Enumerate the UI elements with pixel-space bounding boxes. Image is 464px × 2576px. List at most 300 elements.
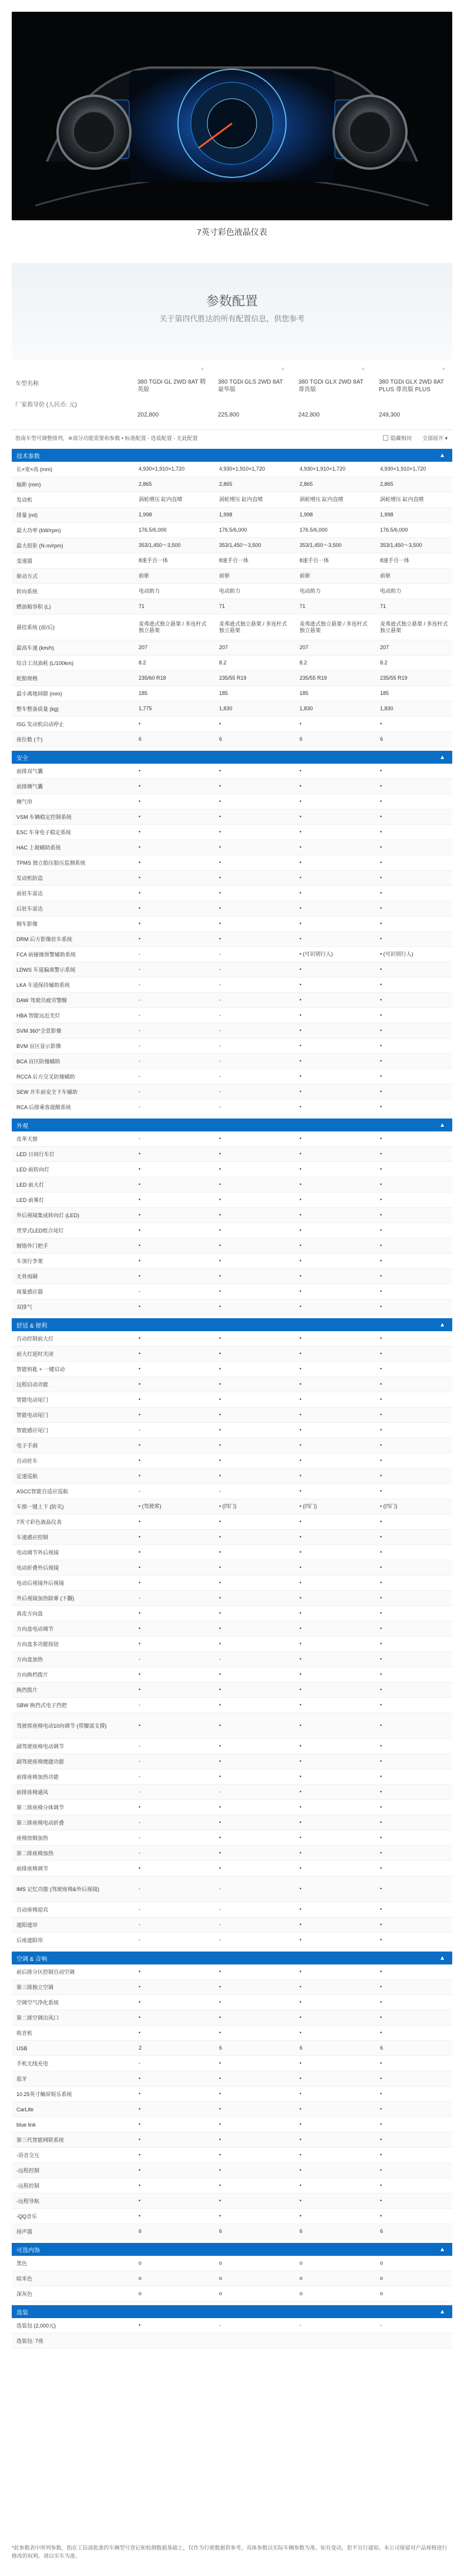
spec-value: • — [300, 1058, 302, 1064]
spec-value: • — [380, 2060, 382, 2066]
spec-value: • — [219, 814, 221, 820]
spec-value: 2,865 — [219, 481, 233, 487]
spec-row — [12, 1084, 452, 1100]
show-all-button[interactable] — [422, 434, 448, 442]
spec-row — [12, 1682, 452, 1698]
spec-value: 前驱 — [380, 573, 391, 579]
spec-value: • — [380, 1366, 382, 1372]
spec-row — [12, 2163, 452, 2178]
spec-value: - — [139, 1850, 140, 1856]
hide-same-toggle[interactable] — [383, 434, 412, 442]
spec-label: 选装包 (2,000元) — [16, 2323, 56, 2329]
spec-value: • — [300, 1089, 302, 1094]
spec-value: 6 — [300, 2228, 303, 2234]
spec-label: 侧气帘 — [16, 799, 33, 805]
spec-value: • — [139, 1197, 141, 1203]
spec-value: - — [139, 1488, 140, 1494]
spec-value: • — [300, 2167, 302, 2173]
spec-row — [12, 1652, 452, 1667]
chevron-up-icon[interactable]: ▲ — [439, 2246, 445, 2253]
close-icon[interactable]: × — [442, 366, 445, 372]
spec-label: ESC 车身电子稳定系统 — [16, 829, 72, 835]
spec-label: 遮阳遮帘 — [16, 1922, 38, 1928]
spec-value: • — [300, 1865, 302, 1871]
section-body — [12, 1964, 452, 2239]
spec-value: • — [300, 1702, 302, 1708]
spec-value: 6 — [380, 2045, 384, 2051]
spec-value: 353/1,450～3,500 — [139, 542, 181, 548]
spec-value: • — [139, 1564, 141, 1570]
spec-row — [12, 1995, 452, 2010]
spec-value: • — [380, 1166, 382, 1172]
spec-row — [12, 2209, 452, 2224]
spec-label: 副驾驶座椅便捷功能 — [16, 1759, 65, 1765]
spec-value: • (驾驶席) — [139, 1503, 162, 1509]
spec-row — [12, 2286, 452, 2302]
spec-row — [12, 1754, 452, 1769]
spec-value: • — [380, 2137, 382, 2142]
spec-value: • — [139, 798, 141, 804]
spec-row — [12, 1100, 452, 1115]
spec-value: • — [139, 2014, 141, 2020]
spec-row — [12, 810, 452, 825]
spec-value: - — [139, 1043, 140, 1049]
spec-value: o — [380, 2260, 384, 2266]
spec-value: 麦弗逊式独立悬架 / 多连杆式独立悬架 — [380, 620, 448, 633]
spec-value: • — [300, 1906, 302, 1912]
spec-label: 7英寸彩色液晶仪表 — [16, 1519, 62, 1525]
spec-value: • — [380, 859, 382, 865]
spec-value: - — [300, 2322, 301, 2328]
spec-label: 后驻车雷达 — [16, 906, 43, 912]
spec-value: • — [300, 1396, 302, 1402]
spec-row — [12, 1861, 452, 1876]
checkbox-icon[interactable] — [383, 435, 388, 441]
section-header[interactable] — [12, 1119, 452, 1131]
spec-label: 电子手刹 — [16, 1443, 38, 1449]
spec-label: 发动机防盗 — [16, 875, 43, 881]
spec-value: - — [219, 1789, 221, 1795]
spec-value: • — [380, 1442, 382, 1448]
spec-value: • — [300, 1104, 302, 1110]
spec-label: 排量 (ml) — [16, 512, 38, 518]
spec-value: • — [300, 783, 302, 789]
spec-value: • — [380, 2198, 382, 2204]
spec-value: • — [219, 921, 221, 926]
spec-value: • — [300, 1922, 302, 1927]
spec-value: • — [380, 875, 382, 881]
spec-row — [12, 1193, 452, 1208]
chevron-up-icon[interactable]: ▲ — [439, 2308, 445, 2315]
spec-value: - — [219, 1488, 221, 1494]
spec-label: 定速巡航 — [16, 1473, 38, 1479]
spec-value: • — [219, 1625, 221, 1631]
spec-value: • — [139, 768, 141, 774]
spec-value: 8速手自一体 — [139, 557, 169, 563]
spec-row — [12, 1023, 452, 1039]
spec-label: SBW 换挡式电子挡把 — [16, 1702, 68, 1708]
spec-row — [12, 1499, 452, 1514]
spec-value: • — [219, 1702, 221, 1708]
spec-value: • — [219, 1473, 221, 1479]
spec-value: • — [300, 2121, 302, 2127]
spec-value: • — [380, 1242, 382, 1248]
spec-value: • — [219, 1258, 221, 1264]
spec-label: 副驾驶座椅电动调节 — [16, 1744, 65, 1749]
spec-value: • — [380, 1886, 382, 1892]
model-col-2[interactable] — [210, 361, 290, 429]
spec-value — [129, 2333, 210, 2348]
spec-row — [12, 1438, 452, 1453]
model-labels — [12, 361, 129, 429]
spec-value: • — [300, 890, 302, 896]
spec-value: - — [219, 1073, 221, 1079]
spec-value: • — [219, 875, 221, 881]
spec-row — [12, 1377, 452, 1392]
spec-value: • — [380, 1819, 382, 1825]
spec-value: • — [219, 1687, 221, 1692]
spec-value: • — [219, 1227, 221, 1233]
spec-row — [12, 1815, 452, 1831]
spec-row — [12, 1902, 452, 1917]
spec-value: o — [219, 2275, 223, 2281]
spec-label: VSM 车辆稳定控制系统 — [16, 814, 72, 820]
spec-value: • — [139, 2137, 141, 2142]
section-header[interactable] — [12, 449, 452, 462]
spec-value: • — [300, 1937, 302, 1943]
spec-value: • — [300, 1671, 302, 1677]
spec-value: • — [219, 2075, 221, 2081]
spec-value: • — [139, 890, 141, 896]
spec-value: • — [219, 1335, 221, 1341]
spec-label: 第三代智能网联系统 — [16, 2137, 65, 2143]
spec-value: • — [139, 1227, 141, 1233]
spec-value: • — [139, 1999, 141, 2005]
spec-row — [12, 1238, 452, 1254]
spec-label: 第三排座椅电动折叠 — [16, 1820, 65, 1826]
spec-label: DAW 驾驶员疲劳警醒 — [16, 998, 68, 1003]
spec-row — [12, 2333, 452, 2349]
spec-value: • — [380, 814, 382, 820]
spec-value: - — [139, 1656, 140, 1662]
spec-value: • — [380, 1227, 382, 1233]
spec-label: 换挡拨片 — [16, 1687, 38, 1693]
spec-value: • — [219, 783, 221, 789]
chevron-up-icon[interactable]: ▲ — [439, 1954, 445, 1962]
spec-value: • (四门) — [219, 1503, 237, 1509]
spec-value: - — [139, 1758, 140, 1764]
spec-row — [12, 1637, 452, 1652]
spec-value: • — [300, 966, 302, 972]
spec-value: • — [380, 1865, 382, 1871]
spec-value: • — [139, 844, 141, 850]
spec-value: • — [300, 1166, 302, 1172]
spec-label: 轴距 (mm) — [16, 482, 41, 488]
spec-label: 蓝牙 — [16, 2076, 28, 2082]
spec-value: - — [219, 1058, 221, 1064]
spec-value: • — [139, 1396, 141, 1402]
spec-value: • — [380, 2213, 382, 2219]
spec-label: 长×宽×高 (mm) — [16, 466, 53, 472]
spec-row — [12, 1269, 452, 1284]
spec-row — [12, 462, 452, 477]
section-body — [12, 764, 452, 1115]
spec-value: • — [300, 1886, 302, 1892]
chevron-up-icon[interactable]: ▲ — [439, 452, 445, 459]
spec-row — [12, 2194, 452, 2209]
spec-value: • — [139, 1549, 141, 1555]
spec-row — [12, 1054, 452, 1069]
spec-value: • — [300, 1656, 302, 1662]
spec-value: 6 — [139, 2228, 142, 2234]
spec-value: • — [219, 1197, 221, 1203]
hide-same-label: 隐藏相同 — [390, 435, 412, 441]
spec-value: • — [300, 1381, 302, 1387]
spec-value: 185 — [300, 690, 309, 696]
model-col-3[interactable] — [290, 361, 371, 429]
spec-label: HBA 智能远近光灯 — [16, 1013, 60, 1019]
hero-caption: 7英寸彩色液晶仪表 — [197, 227, 267, 237]
spec-value: • — [139, 814, 141, 820]
spec-row — [12, 492, 452, 508]
spec-value: • — [380, 921, 382, 926]
spec-value: • — [219, 1304, 221, 1309]
spec-value: • — [300, 997, 302, 1003]
spec-label: LDWS 车道偏离警示系统 — [16, 967, 76, 973]
spec-row — [12, 732, 452, 747]
spec-value: • — [300, 1488, 302, 1494]
spec-value: 涡轮增压 缸内直喷 — [300, 496, 344, 502]
spec-value: • — [139, 1181, 141, 1187]
model-col-1[interactable] — [129, 361, 210, 429]
spec-value: 235/55 R19 — [380, 675, 408, 681]
spec-value: • — [219, 936, 221, 942]
spec-value: 8速手自一体 — [380, 557, 410, 563]
spec-value: • — [219, 844, 221, 850]
spec-value: • — [139, 2152, 141, 2158]
spec-value: • — [219, 1273, 221, 1279]
spec-row — [12, 686, 452, 701]
spec-row — [12, 2102, 452, 2117]
spec-value: • — [219, 1835, 221, 1841]
spec-value: • — [300, 1789, 302, 1795]
spec-value: • — [139, 2030, 141, 2036]
spec-label: 方向盘电动调节 — [16, 1626, 54, 1632]
chevron-up-icon[interactable]: ▲ — [439, 754, 445, 761]
spec-row — [12, 569, 452, 584]
spec-value: • — [300, 1027, 302, 1033]
spec-row — [12, 1980, 452, 1995]
spec-label: 第二排座椅加热 — [16, 1850, 54, 1856]
spec-value: • — [380, 1212, 382, 1218]
spec-value: • — [380, 1774, 382, 1779]
section-title: 外观 — [16, 1123, 28, 1130]
spec-label: 发动机 — [16, 497, 33, 503]
spec-value: 235/60 R18 — [139, 675, 166, 681]
spec-value: - — [139, 1774, 140, 1779]
spec-value: • — [380, 1656, 382, 1662]
spec-row — [12, 2178, 452, 2194]
spec-value: 涡轮增压 缸内直喷 — [139, 496, 183, 502]
chevron-up-icon[interactable]: ▲ — [439, 1121, 445, 1129]
section-header[interactable] — [12, 1952, 452, 1964]
spec-label: 倒车影像 — [16, 921, 38, 927]
spec-value: 71 — [139, 603, 145, 609]
spec-label: 智能电动尾门 — [16, 1412, 49, 1418]
spec-value: • — [300, 1335, 302, 1341]
spec-label: SVM 360°全景影像 — [16, 1028, 62, 1034]
spec-label: 电动后视镜外后视镜 — [16, 1580, 65, 1586]
spec-value: • — [300, 1227, 302, 1233]
spec-row — [12, 886, 452, 901]
close-icon[interactable]: × — [281, 366, 284, 372]
spec-value: 185 — [139, 690, 148, 696]
spec-value: • — [300, 905, 302, 911]
spec-value: • — [380, 1396, 382, 1402]
spec-row — [12, 1530, 452, 1545]
spec-value: • — [219, 1151, 221, 1157]
show-all-label: 全部展开 — [422, 435, 443, 441]
spec-value: • — [300, 1273, 302, 1279]
spec-value: o — [300, 2260, 303, 2266]
spec-row — [12, 1917, 452, 1933]
spec-label: 自动驻车 — [16, 1458, 38, 1464]
spec-value: • — [300, 1473, 302, 1479]
spec-value: 207 — [139, 644, 148, 650]
close-icon[interactable]: × — [361, 366, 365, 372]
spec-row — [12, 1453, 452, 1469]
spec-value: o — [300, 2290, 303, 2296]
spec-label: SEW 开车前安全下车辅助 — [16, 1089, 78, 1095]
spec-value: • — [380, 1850, 382, 1856]
spec-value: 207 — [380, 644, 389, 650]
spec-value: • (四门) — [380, 1503, 398, 1509]
spec-row — [12, 1299, 452, 1315]
spec-value: • — [219, 1580, 221, 1586]
spec-value: 8速手自一体 — [219, 557, 249, 563]
spec-value: • — [380, 1427, 382, 1433]
spec-value: • — [300, 1687, 302, 1692]
spec-row — [12, 1177, 452, 1193]
spec-value: • — [219, 1865, 221, 1871]
spec-value: 8.2 — [300, 660, 307, 666]
section-title: 技术参数 — [16, 453, 40, 460]
model-price: 202,800 — [137, 412, 159, 418]
spec-value: • — [219, 2137, 221, 2142]
spec-row — [12, 1208, 452, 1223]
chevron-up-icon[interactable]: ▲ — [439, 1321, 445, 1328]
spec-row — [12, 1069, 452, 1084]
spec-row — [12, 1514, 452, 1530]
spec-row — [12, 1484, 452, 1499]
spec-value: 6 — [219, 2045, 223, 2051]
spec-label: 悬挂系统 (前/后) — [16, 624, 55, 630]
spec-value: • — [139, 859, 141, 865]
spec-value: • — [139, 1687, 141, 1692]
spec-value: 前驱 — [300, 573, 311, 579]
spec-value: 8.2 — [139, 660, 146, 666]
spec-row — [12, 1423, 452, 1438]
close-icon[interactable]: × — [200, 366, 204, 372]
spec-value: 1,830 — [219, 706, 233, 711]
legend-text: 指南车型可调整排列，※部分功能需要和参数 • 标准配置 - 选装配置 - 无此配置 — [15, 435, 198, 441]
spec-value: 176.5/6,000 — [139, 527, 167, 533]
section-header[interactable] — [12, 751, 452, 764]
spec-value: • — [139, 936, 141, 942]
spec-label: 电动折叠外后视镜 — [16, 1565, 59, 1571]
legend-bar — [12, 430, 452, 445]
spec-value: • — [219, 1242, 221, 1248]
section-header[interactable] — [12, 1318, 452, 1331]
spec-value: 2,865 — [380, 481, 394, 487]
spec-value: 235/55 R19 — [300, 675, 327, 681]
spec-value: • — [219, 1396, 221, 1402]
spec-value: - — [219, 2322, 221, 2328]
spec-value: • — [300, 2198, 302, 2204]
spec-value: • — [300, 2075, 302, 2081]
spec-value: - — [139, 1288, 140, 1294]
section-header[interactable] — [12, 2243, 452, 2256]
spec-value: • — [219, 890, 221, 896]
spec-row — [12, 1876, 452, 1902]
spec-label: 选装包: 7座 — [16, 2338, 44, 2344]
spec-value: • — [300, 921, 302, 926]
spec-row — [12, 553, 452, 569]
spec-value — [290, 2333, 371, 2348]
model-col-4[interactable] — [371, 361, 451, 429]
spec-label: 第二排空调出风口 — [16, 2015, 59, 2021]
spec-value: • — [139, 1457, 141, 1463]
spec-value: - — [219, 997, 221, 1003]
spec-value: • — [219, 829, 221, 835]
spec-value: • — [380, 1534, 382, 1540]
section-title: 可选内饰 — [16, 2247, 40, 2254]
spec-value: • — [300, 1457, 302, 1463]
spec-row — [12, 825, 452, 840]
spec-label: LED 日间行车灯 — [16, 1151, 55, 1157]
spec-value: • — [380, 2182, 382, 2188]
spec-value: • — [300, 1625, 302, 1631]
spec-row — [12, 523, 452, 538]
spec-value: • — [139, 1804, 141, 1810]
spec-value: • — [300, 1850, 302, 1856]
spec-label: 智能感应尾门 — [16, 1428, 49, 1433]
spec-label: LED 前大灯 — [16, 1182, 45, 1188]
spec-label: LED 前雾灯 — [16, 1197, 45, 1203]
spec-row — [12, 1713, 452, 1739]
spec-value: 6 — [219, 2228, 223, 2234]
spec-value: • — [219, 1722, 221, 1728]
spec-label: 贯穿式LED组合尾灯 — [16, 1228, 64, 1234]
spec-value: • — [380, 1789, 382, 1795]
spec-value: - — [139, 1427, 140, 1433]
section-header[interactable] — [12, 2305, 452, 2318]
spec-value: • — [380, 1519, 382, 1524]
spec-value: 6 — [380, 2228, 384, 2234]
spec-label: 自动控制前大灯 — [16, 1336, 54, 1342]
spec-value: • — [139, 2198, 141, 2204]
legend-controls — [383, 434, 448, 442]
spec-label: 远程启动功能 — [16, 1382, 49, 1388]
spec-value: - — [219, 1012, 221, 1018]
spec-label: 最大功率 (kW/rpm) — [16, 528, 61, 533]
spec-value: - — [139, 2060, 140, 2066]
spec-value: 71 — [219, 603, 226, 609]
spec-value — [210, 2333, 290, 2348]
spec-label: 方向换档拨片 — [16, 1672, 49, 1678]
spec-label: LED 前转向灯 — [16, 1167, 50, 1173]
spec-value: • — [219, 1366, 221, 1372]
